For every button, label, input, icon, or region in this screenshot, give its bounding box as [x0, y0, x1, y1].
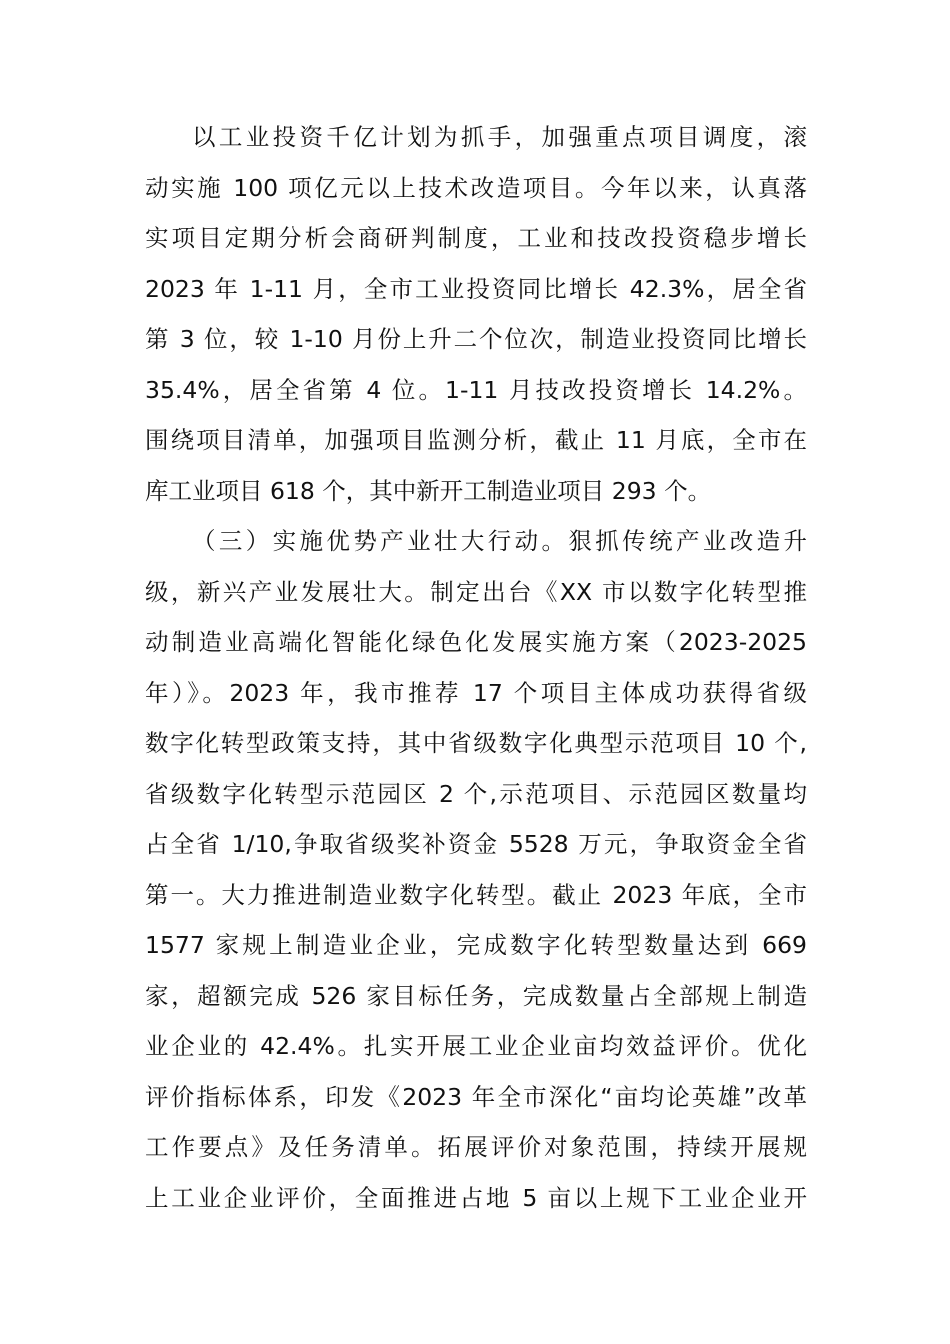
- text-line: 级，新兴产业发展壮大。制定出台《XX 市以数字化转型推: [145, 577, 807, 606]
- text-line: 工作要点》及任务清单。拓展评价对象范围，持续开展规: [145, 1133, 807, 1161]
- paragraph-industrial-investment: [145, 112, 807, 516]
- text-line: 35.4%，居全省第 4 位。1-11 月技改投资增长 14.2%。: [145, 375, 807, 404]
- document-body: [145, 112, 807, 1223]
- text-line: 年）》。2023 年，我市推荐 17 个项目主体成功获得省级: [145, 678, 807, 707]
- text-line: 动实施 100 项亿元以上技术改造项目。今年以来，认真落: [145, 173, 807, 202]
- text-line: 业企业的 42.4%。扎实开展工业企业亩均效益评价。优化: [145, 1032, 807, 1060]
- text-line: 1577 家规上制造业企业，完成数字化转型数量达到 669: [145, 931, 807, 959]
- text-line: 家，超额完成 526 家目标任务，完成数量占全部规上制造: [145, 981, 807, 1010]
- text-line: 以工业投资千亿计划为抓手，加强重点项目调度，滚: [192, 123, 807, 151]
- section-heading-line: （三）实施优势产业壮大行动。狠抓传统产业改造升: [192, 527, 807, 555]
- text-line: 实项目定期分析会商研判制度，工业和技改投资稳步增长: [145, 224, 807, 252]
- paragraph-advantage-industry: [145, 516, 807, 1223]
- text-line: 上工业企业评价，全面推进占地 5 亩以上规下工业企业开: [145, 1183, 807, 1212]
- text-line: 第一。大力推进制造业数字化转型。截止 2023 年底，全市: [145, 880, 807, 909]
- text-line: 评价指标体系，印发《2023 年全市深化“亩均论英雄”改革: [145, 1082, 807, 1111]
- text-line: 动制造业高端化智能化绿色化发展实施方案（2023-2025: [145, 628, 807, 656]
- text-line: 第 3 位，较 1-10 月份上升二个位次，制造业投资同比增长: [145, 325, 807, 353]
- text-line: 省级数字化转型示范园区 2 个,示范项目、示范园区数量均: [145, 779, 807, 808]
- text-line: 2023 年 1-11 月，全市工业投资同比增长 42.3%，居全省: [145, 274, 807, 303]
- text-line: 占全省 1/10,争取省级奖补资金 5528 万元，争取资金全省: [145, 830, 807, 858]
- text-line: 数字化转型政策支持，其中省级数字化典型示范项目 10 个,: [145, 729, 807, 757]
- text-line: 围绕项目清单，加强项目监测分析，截止 11 月底，全市在: [145, 426, 807, 454]
- text-line: 库工业项目 618 个，其中新开工制造业项目 293 个。: [145, 476, 712, 505]
